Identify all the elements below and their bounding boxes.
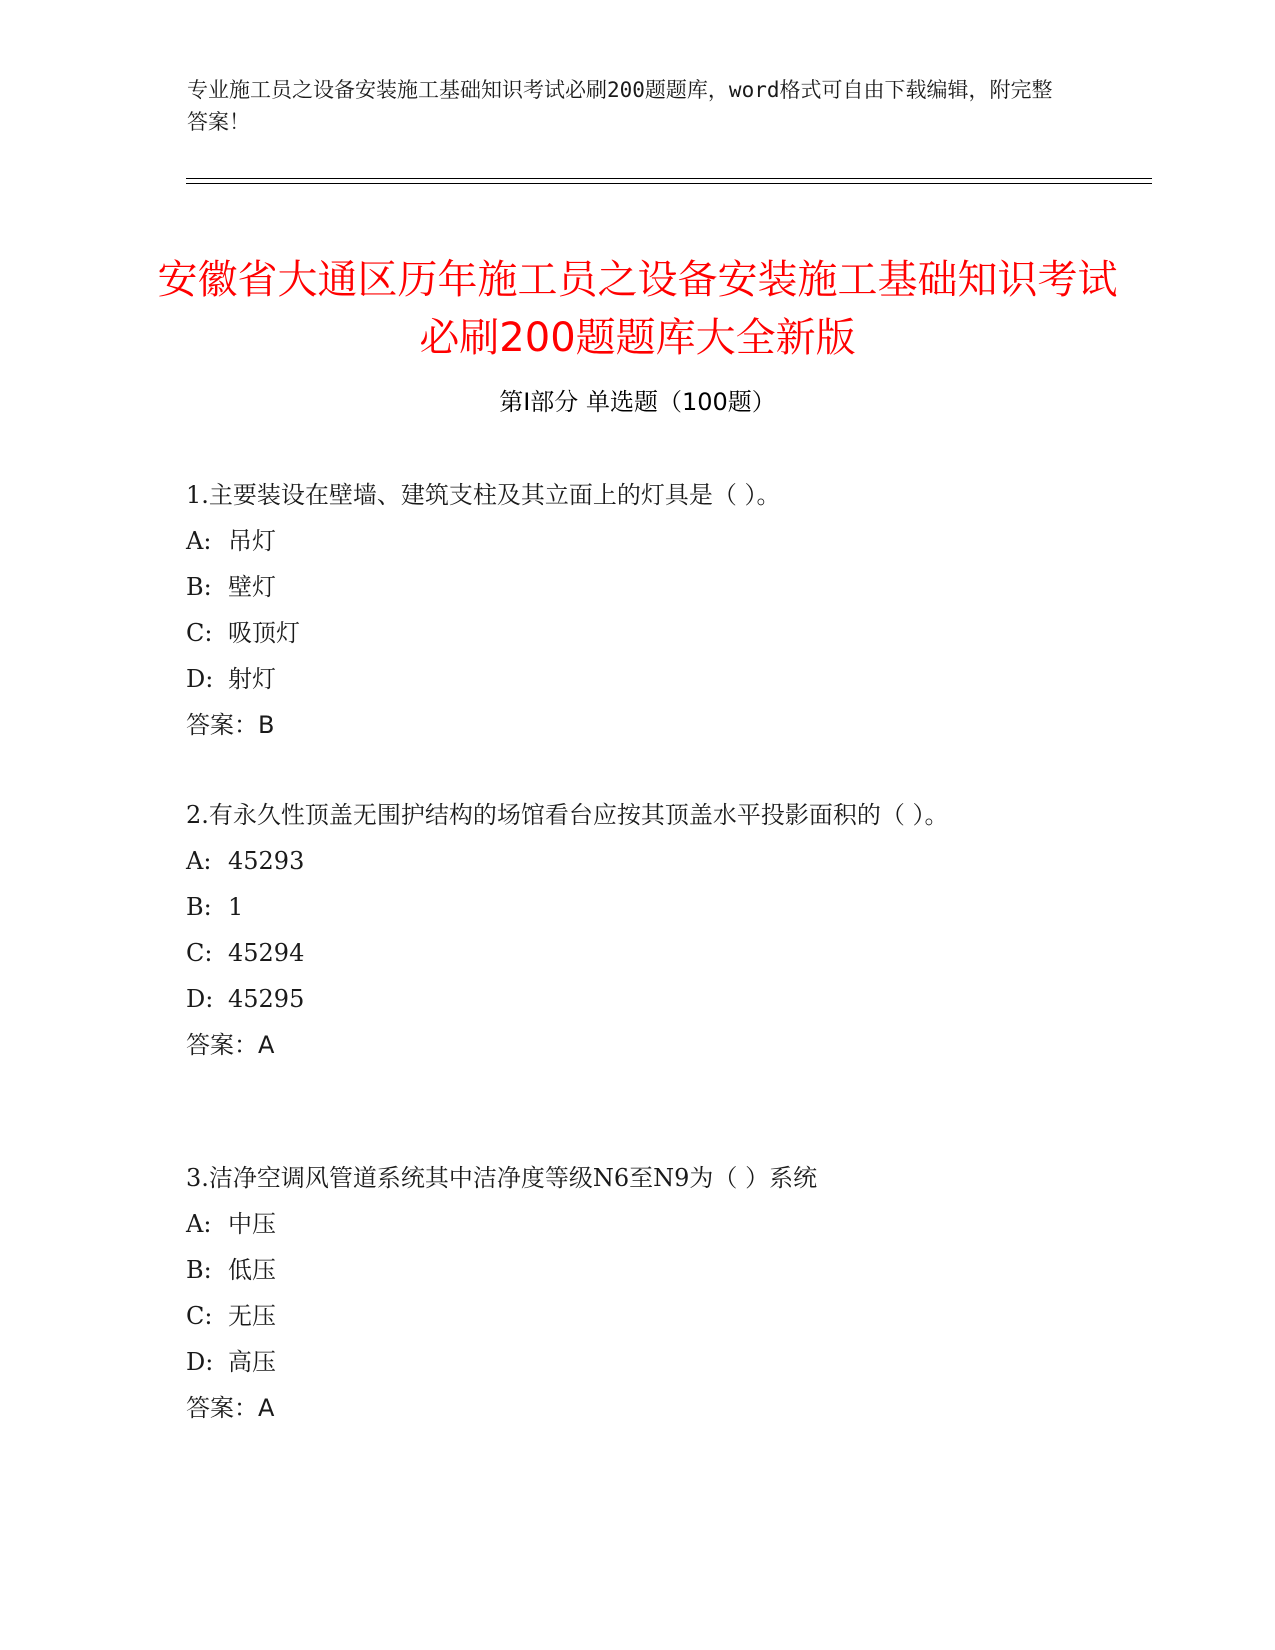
option-letter: B: bbox=[186, 573, 212, 601]
option-text: 中压 bbox=[228, 1210, 276, 1238]
option-text: 45293 bbox=[228, 847, 305, 875]
option-letter: C: bbox=[186, 619, 213, 647]
question-3 bbox=[186, 1155, 1086, 1431]
answer-value: A bbox=[258, 1394, 275, 1422]
option-letter: A: bbox=[186, 847, 212, 875]
answer-line bbox=[186, 1022, 1086, 1068]
option-letter: C: bbox=[186, 939, 213, 967]
option-c bbox=[186, 610, 1086, 656]
option-d bbox=[186, 976, 1086, 1022]
option-text: 吸顶灯 bbox=[228, 619, 300, 647]
option-text: 45295 bbox=[228, 985, 305, 1013]
answer-label: 答案： bbox=[186, 711, 258, 739]
answer-label: 答案： bbox=[186, 1031, 258, 1059]
option-letter: A: bbox=[186, 1210, 212, 1238]
section-heading: 第Ⅰ部分 单选题（100题） bbox=[499, 388, 776, 416]
header-note: 专业施工员之设备安装施工基础知识考试必刷200题题库，word格式可自由下载编辑，附完整答案！ bbox=[187, 78, 1053, 134]
document-title: 安徽省大通区历年施工员之设备安装施工基础知识考试必刷200题题库大全新版 bbox=[157, 256, 1118, 361]
option-d bbox=[186, 656, 1086, 702]
option-c bbox=[186, 1293, 1086, 1339]
header-rule-top bbox=[186, 178, 1152, 179]
answer-value: A bbox=[258, 1031, 275, 1059]
option-a bbox=[186, 838, 1086, 884]
option-d bbox=[186, 1339, 1086, 1385]
option-b bbox=[186, 884, 1086, 930]
question-stem: 2.有永久性顶盖无围护结构的场馆看台应按其顶盖水平投影面积的（ ）。 bbox=[186, 801, 949, 829]
option-letter: A: bbox=[186, 527, 212, 555]
option-letter: C: bbox=[186, 1302, 213, 1330]
answer-line bbox=[186, 702, 1086, 748]
option-a bbox=[186, 518, 1086, 564]
option-b bbox=[186, 1247, 1086, 1293]
option-text: 45294 bbox=[228, 939, 305, 967]
option-b bbox=[186, 564, 1086, 610]
question-stem: 3.洁净空调风管道系统其中洁净度等级N6至N9为（ ）系统 bbox=[186, 1164, 818, 1192]
option-letter: D: bbox=[186, 1348, 214, 1376]
option-text: 无压 bbox=[228, 1302, 276, 1330]
option-text: 低压 bbox=[228, 1256, 276, 1284]
option-c bbox=[186, 930, 1086, 976]
option-text: 射灯 bbox=[228, 665, 276, 693]
option-text: 壁灯 bbox=[228, 573, 276, 601]
answer-label: 答案： bbox=[186, 1394, 258, 1422]
answer-value: B bbox=[258, 711, 275, 739]
question-1 bbox=[186, 472, 1086, 748]
option-text: 高压 bbox=[228, 1348, 276, 1376]
answer-line bbox=[186, 1385, 1086, 1431]
question-stem: 1.主要装设在壁墙、建筑支柱及其立面上的灯具是（ ）。 bbox=[186, 481, 781, 509]
header-rule-bottom bbox=[186, 183, 1152, 184]
option-text: 1 bbox=[228, 893, 244, 921]
option-letter: D: bbox=[186, 985, 214, 1013]
question-2 bbox=[186, 792, 1086, 1068]
option-a bbox=[186, 1201, 1086, 1247]
option-letter: B: bbox=[186, 893, 212, 921]
option-letter: B: bbox=[186, 1256, 212, 1284]
option-text: 吊灯 bbox=[228, 527, 276, 555]
option-letter: D: bbox=[186, 665, 214, 693]
